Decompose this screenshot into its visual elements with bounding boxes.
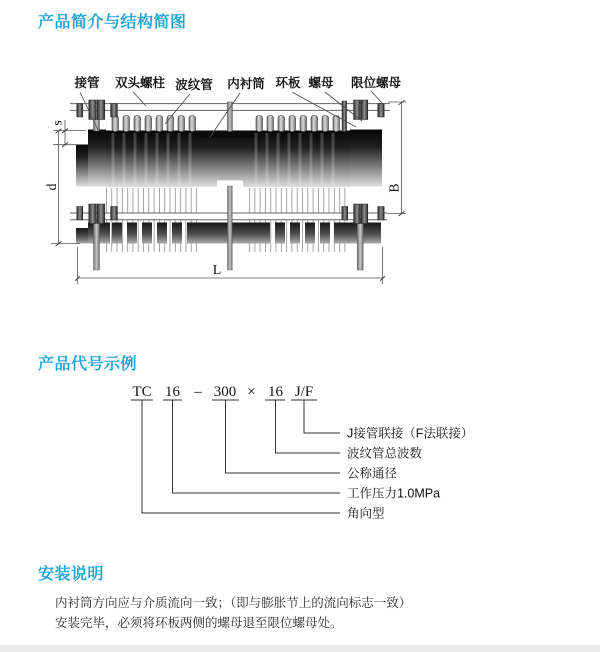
part-label-luomu: 螺母 [308,76,334,90]
code-tree-lines [131,400,340,513]
part-label-jieguan: 接管 [74,76,100,90]
code-meaning-pressure: 工作压力1.0MPa [347,486,441,501]
install-line-1: 内衬筒方向应与介质流向一致；（即与膨胀节上的流向标志一致） [55,596,412,610]
code-meaning-diameter: 公称通径 [347,466,398,481]
dim-label-d: d [44,183,59,191]
center-stud-upper [228,102,233,132]
upper-body [76,130,382,188]
code-token-pressure: 16 [165,384,180,400]
part-label-shuangtou: 双头螺柱 [114,76,166,90]
part-label-xianwei: 限位螺母 [350,76,402,90]
ring-plate-left-stud [94,119,100,131]
install-instructions [55,593,475,633]
code-token-diameter: 300 [213,384,237,400]
part-label-huanban: 环板 [275,76,301,90]
product-code-tree [0,330,600,530]
bellows-convolution-tips [112,116,340,132]
code-token-times: × [247,384,256,400]
code-token-dash: – [194,384,202,400]
dim-label-B: B [386,183,402,193]
part-labels [73,75,401,92]
dim-label-L: L [212,263,222,278]
section-heading-intro: 产品简介与结构简图 [38,14,187,31]
code-token-type: TC [132,384,152,400]
code-tokens [132,384,313,400]
part-label-bowenguan: 波纹管 [175,78,213,92]
code-token-waves: 16 [268,384,283,400]
code-meanings [347,426,473,521]
dim-label-s: s [49,120,65,126]
section-heading-install: 安装说明 [38,566,105,583]
page-bottom-strip [0,645,600,652]
code-token-connection: J/F [294,384,314,400]
part-label-neichentong: 内衬筒 [227,77,265,91]
section-heading-code: 产品代号示例 [38,356,138,373]
code-meaning-connection: J接管联接（F法联接） [347,426,474,441]
code-meaning-waves: 波纹管总波数 [347,446,423,461]
code-meaning-type: 角向型 [347,506,385,521]
install-line-2: 安装完毕，必须将环板两侧的螺母退至限位螺母处。 [55,616,343,630]
